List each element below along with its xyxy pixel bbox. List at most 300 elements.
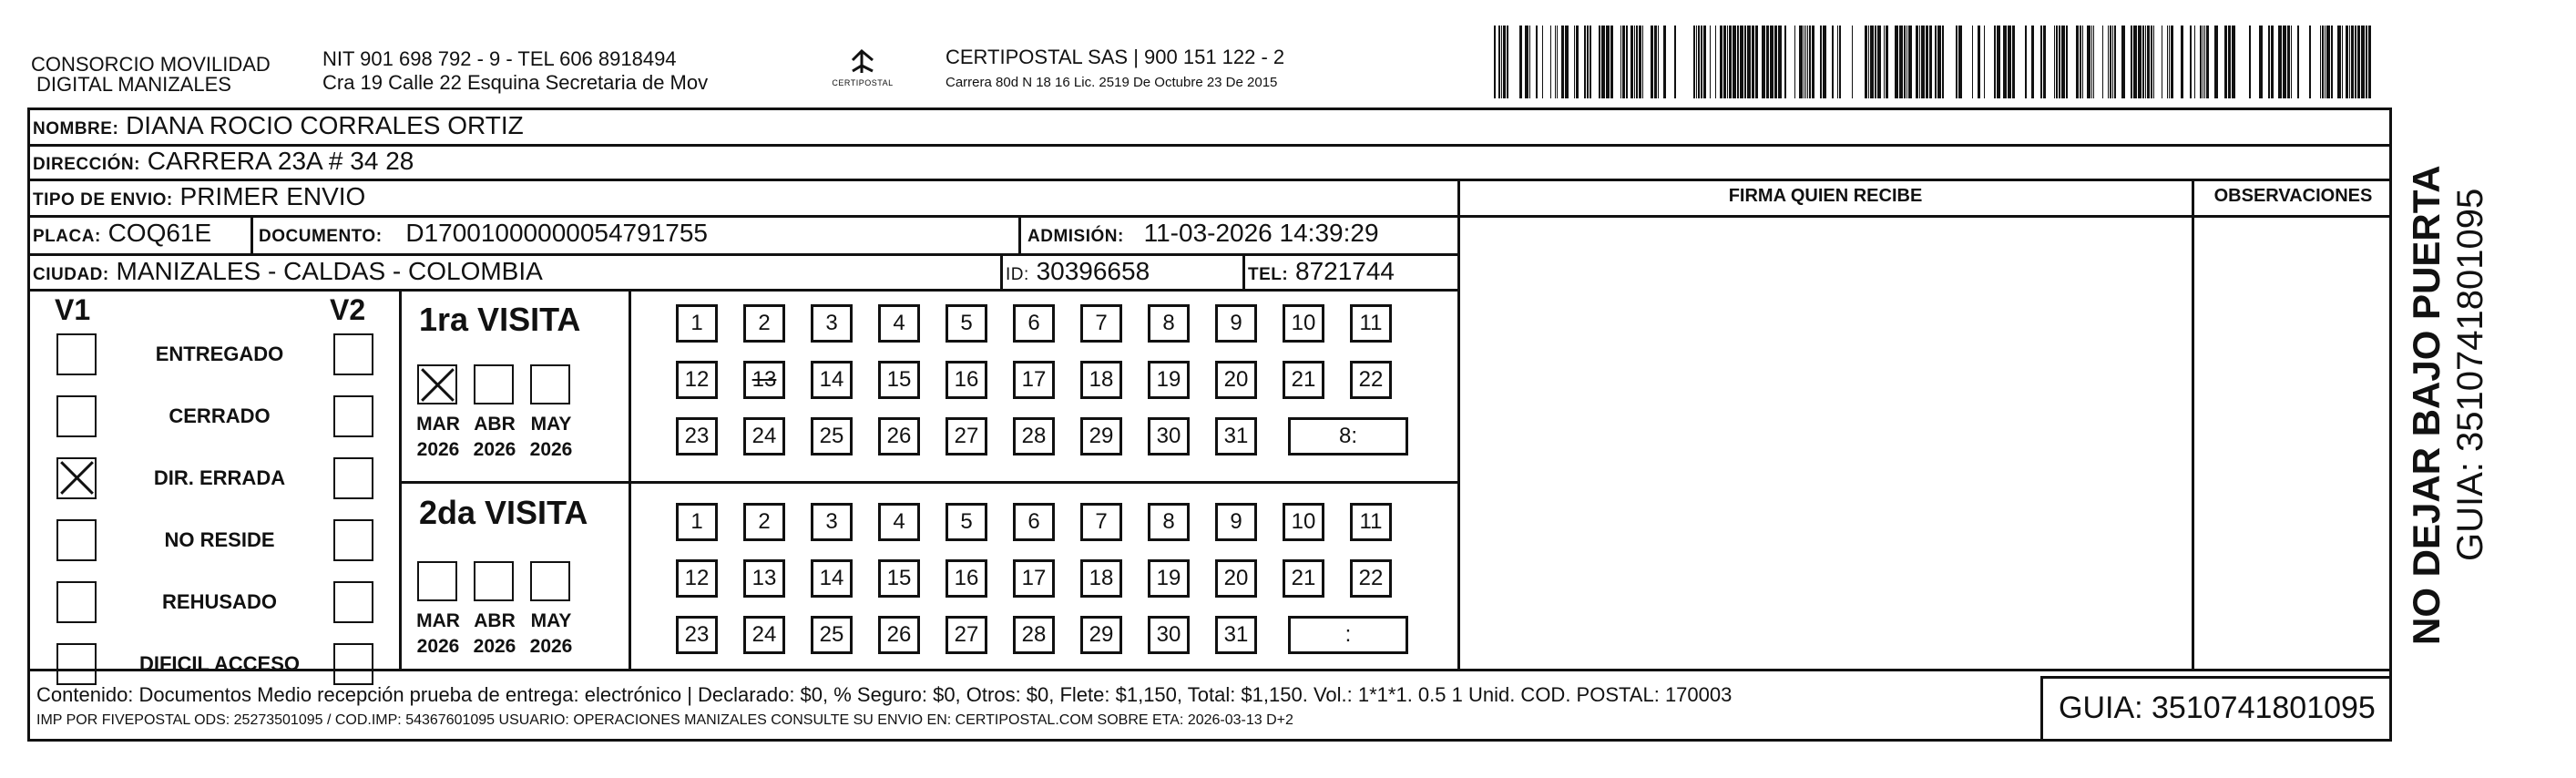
day-box[interactable]: 20 (1215, 559, 1257, 598)
barcode-bar (1536, 26, 1538, 98)
footer-line2: IMP POR FIVEPOSTAL ODS: 25273501095 / COD.IMP: 54367601095 USUARIO: OPERACIONES MANIZALES CONSULTE SU ENVIO EN: CERTIPOSTAL.COM SOBRE ETA: 2026-03-13 D+2 (36, 712, 1293, 728)
barcode-bar (1737, 26, 1739, 98)
certipostal-logo-icon (831, 38, 894, 102)
day-box[interactable]: 14 (811, 559, 853, 598)
barcode-bar (1658, 26, 1659, 98)
status-v1-checkbox[interactable] (56, 519, 97, 561)
day-box[interactable]: 3 (811, 503, 853, 541)
barcode-bar (2268, 26, 2270, 98)
barcode-bar (1565, 26, 1569, 98)
barcode-bar (2214, 26, 2218, 98)
barcode-bar (1740, 26, 1743, 98)
barcode-bar (1723, 26, 1726, 98)
day-box[interactable]: 7 (1080, 503, 1122, 541)
barcode-bar (1696, 26, 1697, 98)
time-box[interactable]: : (1288, 616, 1408, 654)
nombre-label: NOMBRE: (33, 119, 119, 138)
month-label: MAR (416, 414, 460, 435)
barcode-bar (1715, 26, 1716, 98)
day-box[interactable]: 3 (811, 304, 853, 343)
barcode-bar (2133, 26, 2137, 98)
barcode-bar (2326, 26, 2330, 98)
month-year-label (463, 412, 526, 463)
courier-address: Carrera 80d N 18 16 Lic. 2519 De Octubre 23 De 2015 (946, 75, 1278, 90)
barcode-bar (2076, 26, 2079, 98)
ciudad-cell (33, 257, 543, 290)
barcode-bar (1701, 26, 1702, 98)
barcode-bar (2008, 26, 2011, 98)
barcode-bar (2003, 26, 2007, 98)
barcode-bar (1720, 26, 1722, 98)
day-box[interactable]: 6 (1013, 503, 1055, 541)
day-box[interactable]: 10 (1283, 304, 1324, 343)
day-box[interactable]: 15 (878, 361, 920, 399)
day-box[interactable]: 16 (946, 361, 987, 399)
barcode-bar (1601, 26, 1605, 98)
placa-value: COQ61E (107, 219, 212, 247)
barcode-bar (1921, 26, 1925, 98)
year-label: 2026 (529, 636, 573, 657)
day-box[interactable]: 17 (1013, 361, 1055, 399)
day-box[interactable]: 21 (1283, 559, 1324, 598)
barcode-bar (1507, 26, 1508, 98)
year-label: 2026 (473, 636, 516, 657)
day-box[interactable]: 30 (1148, 417, 1190, 456)
day-box[interactable]: 27 (946, 616, 987, 654)
barcode-bar (2349, 26, 2350, 98)
admision-cell (1027, 219, 1379, 251)
day-box[interactable]: 6 (1013, 304, 1055, 343)
barcode-bar (1956, 26, 1958, 98)
barcode-bar (1755, 26, 1758, 98)
barcode-bar (1774, 26, 1777, 98)
day-box[interactable]: 8 (1148, 304, 1190, 343)
day-box[interactable]: 13 (743, 559, 785, 598)
barcode-bar (2325, 26, 2326, 98)
barcode-bar (1634, 26, 1635, 98)
month-label: MAR (416, 610, 460, 631)
barcode-bar (1916, 26, 1918, 98)
day-box[interactable]: 20 (1215, 361, 1257, 399)
barcode-bar (2147, 26, 2150, 98)
day-box[interactable]: 28 (1013, 616, 1055, 654)
tel-value: 8721744 (1295, 257, 1395, 285)
barcode-bar (1752, 26, 1754, 98)
month-label: MAY (530, 610, 572, 631)
barcode-bar (1729, 26, 1732, 98)
barcode-bar (2204, 26, 2205, 98)
day-box[interactable]: 18 (1080, 559, 1122, 598)
status-v2-checkbox[interactable] (333, 457, 373, 499)
barcode-bar (1529, 26, 1530, 98)
barcode-bar (1557, 26, 1558, 98)
barcode-bar (2056, 26, 2058, 98)
barcode-bar (2190, 26, 2192, 98)
courier-line: CERTIPOSTAL SAS | 900 151 122 - 2 (946, 46, 1285, 68)
barcode-bar (1498, 26, 1500, 98)
month-year-label (463, 609, 526, 660)
barcode-bar (1904, 26, 1906, 98)
barcode-bar (2169, 26, 2170, 98)
barcode-bar (2331, 26, 2333, 98)
barcode-bar (2142, 26, 2144, 98)
barcode-bar (1727, 26, 1728, 98)
status-v1-checkbox[interactable] (56, 395, 97, 437)
day-box[interactable]: 24 (743, 417, 785, 456)
year-label: 2026 (473, 439, 516, 460)
status-label: NO RESIDE (164, 528, 275, 551)
id-label: ID: (1006, 265, 1029, 284)
status-label: ENTREGADO (155, 343, 284, 365)
barcode-bar (1503, 26, 1506, 98)
barcode-bar (2287, 26, 2290, 98)
barcode-bar (1807, 26, 1808, 98)
day-box[interactable]: 2 (743, 503, 785, 541)
year-label: 2026 (416, 439, 460, 460)
barcode-bar (1937, 26, 1941, 98)
day-box[interactable]: 18 (1080, 361, 1122, 399)
barcode-bar (2361, 26, 2365, 98)
month-label: MAY (530, 414, 572, 435)
day-box[interactable]: 22 (1350, 559, 1392, 598)
barcode-bar (2108, 26, 2109, 98)
placa-cell (33, 219, 211, 251)
barcode-bar (1823, 26, 1826, 98)
barcode-bar (1766, 26, 1769, 98)
month-year-label (519, 412, 583, 463)
barcode-bar (1784, 26, 1786, 98)
barcode-bar (1542, 26, 1543, 98)
barcode-bar (2322, 26, 2324, 98)
day-box[interactable]: 17 (1013, 559, 1055, 598)
barcode-bar (2112, 26, 2113, 98)
barcode-bar (2121, 26, 2125, 98)
barcode-bar (1574, 26, 1575, 98)
day-box[interactable]: 9 (1215, 503, 1257, 541)
month-checkbox[interactable] (530, 561, 570, 601)
barcode-bar (1494, 26, 1496, 98)
status-label: DIFICIL ACCESO (138, 652, 300, 675)
barcode-bar (2278, 26, 2282, 98)
barcode-bar (2232, 26, 2235, 98)
barcode-bar (1942, 26, 1944, 98)
barcode-bar (1978, 26, 1980, 98)
barcode-bar (1832, 26, 1834, 98)
direccion-value: CARRERA 23A # 34 28 (147, 147, 414, 175)
day-box[interactable]: 4 (878, 304, 920, 343)
barcode-bar (1839, 26, 1841, 98)
barcode-bar (2087, 26, 2090, 98)
day-box[interactable]: 25 (811, 616, 853, 654)
barcode-bar (2138, 26, 2142, 98)
barcode-bar (1875, 26, 1876, 98)
admision-label: ADMISIÓN: (1027, 227, 1124, 246)
day-box[interactable]: 29 (1080, 616, 1122, 654)
barcode-bar (2145, 26, 2146, 98)
day-box[interactable]: 12 (676, 559, 718, 598)
day-box[interactable]: 13 (743, 361, 785, 399)
barcode-bar (1555, 26, 1556, 98)
barcode-bar (2283, 26, 2286, 98)
day-box[interactable]: 19 (1148, 559, 1190, 598)
day-box[interactable]: 2 (743, 304, 785, 343)
day-box[interactable]: 11 (1350, 304, 1392, 343)
barcode-bar (1852, 26, 1853, 98)
barcode-bar (1926, 26, 1928, 98)
barcode-bar (1693, 26, 1695, 98)
barcode (1494, 26, 2377, 98)
day-box[interactable]: 22 (1350, 361, 1392, 399)
barcode-bar (1805, 26, 1806, 98)
placa-label: PLACA: (33, 227, 101, 246)
nombre-row (33, 111, 524, 144)
barcode-bar (2114, 26, 2116, 98)
barcode-bar (1744, 26, 1746, 98)
day-box[interactable]: 23 (676, 417, 718, 456)
day-box[interactable]: 31 (1215, 616, 1257, 654)
barcode-bar (2025, 26, 2027, 98)
barcode-bar (2291, 26, 2292, 98)
barcode-bar (1710, 26, 1711, 98)
month-checkbox[interactable] (417, 364, 457, 404)
day-box[interactable]: 19 (1148, 361, 1190, 399)
barcode-bar (1636, 26, 1638, 98)
barcode-bar (1587, 26, 1589, 98)
barcode-bar (2043, 26, 2046, 98)
status-label: CERRADO (169, 404, 271, 427)
barcode-bar (2153, 26, 2154, 98)
barcode-bar (1865, 26, 1867, 98)
status-label: REHUSADO (162, 590, 277, 613)
barcode-bar (2151, 26, 2152, 98)
barcode-bar (2102, 26, 2103, 98)
logo-text: CERTIPOSTAL (832, 78, 894, 87)
month-label: ABR (474, 610, 516, 631)
barcode-bar (2249, 26, 2251, 98)
nombre-value: DIANA ROCIO CORRALES ORTIZ (126, 111, 524, 139)
documento-label: DOCUMENTO: (259, 227, 383, 246)
status-v2-checkbox[interactable] (333, 643, 373, 685)
barcode-bar (1958, 26, 1962, 98)
day-box[interactable]: 1 (676, 503, 718, 541)
barcode-bar (2040, 26, 2042, 98)
day-box[interactable]: 8 (1148, 503, 1190, 541)
tel-label: TEL: (1248, 265, 1289, 284)
day-box[interactable]: 10 (1283, 503, 1324, 541)
status-v2-checkbox[interactable] (333, 519, 373, 561)
barcode-bar (1935, 26, 1937, 98)
barcode-bar (2054, 26, 2055, 98)
firma-header: FIRMA QUIEN RECIBE (1728, 186, 1923, 206)
barcode-bar (1642, 26, 1643, 98)
barcode-bar (2357, 26, 2360, 98)
barcode-bar (1584, 26, 1586, 98)
direccion-label: DIRECCIÓN: (33, 155, 140, 174)
day-box[interactable]: 29 (1080, 417, 1122, 456)
barcode-bar (2059, 26, 2060, 98)
barcode-bar (2066, 26, 2068, 98)
tipo-envio-row (33, 182, 365, 215)
day-box[interactable]: 11 (1350, 503, 1392, 541)
barcode-bar (2171, 26, 2173, 98)
company-name-line1: CONSORCIO MOVILIDAD (31, 53, 271, 76)
tipo-envio-label: TIPO DE ENVIO: (33, 190, 173, 210)
barcode-bar (1576, 26, 1579, 98)
barcode-bar (1870, 26, 1874, 98)
barcode-bar (1820, 26, 1822, 98)
day-box[interactable]: 31 (1215, 417, 1257, 456)
day-box[interactable]: 25 (811, 417, 853, 456)
barcode-bar (1654, 26, 1657, 98)
v1-header: V1 (55, 293, 91, 326)
month-year-label (406, 609, 470, 660)
barcode-bar (1606, 26, 1610, 98)
day-box[interactable]: 4 (878, 503, 920, 541)
barcode-bar (1906, 26, 1907, 98)
tel-cell (1248, 257, 1395, 290)
barcode-bar (2346, 26, 2348, 98)
barcode-bar (2091, 26, 2092, 98)
barcode-bar (2200, 26, 2202, 98)
barcode-bar (1837, 26, 1838, 98)
barcode-bar (2167, 26, 2168, 98)
status-v1-checkbox[interactable] (56, 581, 97, 623)
status-v1-checkbox[interactable] (56, 457, 97, 499)
status-v1-checkbox[interactable] (56, 333, 97, 375)
barcode-bar (1886, 26, 1888, 98)
company-address: Cra 19 Calle 22 Esquina Secretaria de Mov (322, 71, 709, 94)
barcode-bar (1895, 26, 1898, 98)
certipostal-logo (831, 38, 894, 102)
side-warning: NO DEJAR BAJO PUERTA (2405, 165, 2448, 645)
month-checkbox[interactable] (474, 561, 514, 601)
barcode-bar (1899, 26, 1903, 98)
barcode-bar (1733, 26, 1736, 98)
barcode-bar (1610, 26, 1613, 98)
status-v1-checkbox[interactable] (56, 643, 97, 685)
month-checkbox[interactable] (530, 364, 570, 404)
nit-line: NIT 901 698 792 - 9 - TEL 606 8918494 (322, 47, 677, 70)
barcode-bar (1794, 26, 1795, 98)
barcode-bar (1997, 26, 2000, 98)
day-box[interactable]: 16 (946, 559, 987, 598)
barcode-bar (1630, 26, 1633, 98)
barcode-bar (1747, 26, 1751, 98)
barcode-bar (1884, 26, 1885, 98)
barcode-bar (1799, 26, 1803, 98)
status-v2-checkbox[interactable] (333, 581, 373, 623)
barcode-bar (1994, 26, 1996, 98)
day-box[interactable]: 1 (676, 304, 718, 343)
day-box[interactable]: 26 (878, 616, 920, 654)
visit2-title: 2da VISITA (419, 494, 588, 531)
day-box[interactable]: 23 (676, 616, 718, 654)
month-checkbox[interactable] (417, 561, 457, 601)
day-box[interactable]: 5 (946, 304, 987, 343)
barcode-bar (2297, 26, 2299, 98)
year-label: 2026 (529, 439, 573, 460)
day-box[interactable]: 24 (743, 616, 785, 654)
day-box[interactable]: 27 (946, 417, 987, 456)
barcode-bar (1972, 26, 1973, 98)
day-box[interactable]: 28 (1013, 417, 1055, 456)
time-box[interactable]: 8: (1288, 417, 1408, 456)
barcode-bar (1984, 26, 1985, 98)
barcode-bar (1639, 26, 1641, 98)
barcode-bar (2082, 26, 2083, 98)
day-box[interactable]: 9 (1215, 304, 1257, 343)
barcode-bar (2320, 26, 2321, 98)
barcode-bar (1651, 26, 1653, 98)
barcode-bar (2194, 26, 2195, 98)
status-v2-checkbox[interactable] (333, 395, 373, 437)
visit1-title: 1ra VISITA (419, 301, 581, 338)
ciudad-label: CIUDAD: (33, 265, 109, 284)
barcode-bar (1812, 26, 1814, 98)
day-box[interactable]: 21 (1283, 361, 1324, 399)
barcode-bar (1599, 26, 1600, 98)
barcode-bar (2110, 26, 2111, 98)
barcode-bar (1868, 26, 1869, 98)
day-box[interactable]: 15 (878, 559, 920, 598)
tipo-envio-value: PRIMER ENVIO (179, 182, 366, 210)
barcode-bar (1550, 26, 1551, 98)
barcode-bar (2181, 26, 2183, 98)
side-guia: GUIA: 3510741801095 (2450, 188, 2490, 561)
barcode-bar (2080, 26, 2081, 98)
barcode-bar (1561, 26, 1564, 98)
month-checkbox[interactable] (474, 364, 514, 404)
status-label: DIR. ERRADA (153, 466, 286, 489)
barcode-bar (2351, 26, 2354, 98)
admision-value: 11-03-2026 14:39:29 (1143, 219, 1379, 247)
barcode-bar (1908, 26, 1912, 98)
barcode-bar (2309, 26, 2311, 98)
documento-cell (259, 219, 708, 251)
direccion-row (33, 147, 414, 179)
barcode-bar (2012, 26, 2015, 98)
observaciones-header: OBSERVACIONES (2213, 186, 2373, 206)
barcode-bar (2131, 26, 2132, 98)
day-box[interactable]: 7 (1080, 304, 1122, 343)
footer-line1: Contenido: Documentos Medio recepción prueba de entrega: electrónico | Declarado: $0, % Seguro: $0, Otros: $0, Flete: $1,150, Total: $1,150. Vol.: 1*1*1. 0.5 1 Unid. COD. POSTAL: 170003 (36, 683, 1733, 706)
barcode-bar (1703, 26, 1706, 98)
barcode-bar (1622, 26, 1625, 98)
barcode-bar (1877, 26, 1881, 98)
barcode-bar (2228, 26, 2231, 98)
barcode-bar (2031, 26, 2034, 98)
month-label: ABR (474, 414, 516, 435)
barcode-bar (1674, 26, 1676, 98)
barcode-bar (1762, 26, 1765, 98)
day-box[interactable]: 26 (878, 417, 920, 456)
barcode-bar (2368, 26, 2371, 98)
documento-value: D17001000000054791755 (405, 219, 708, 247)
barcode-bar (2259, 26, 2263, 98)
barcode-bar (2093, 26, 2094, 98)
day-box[interactable]: 12 (676, 361, 718, 399)
barcode-bar (2224, 26, 2227, 98)
guia-box-text: GUIA: 3510741801095 (2059, 691, 2376, 725)
barcode-bar (2355, 26, 2356, 98)
barcode-bar (2061, 26, 2065, 98)
barcode-bar (1663, 26, 1666, 98)
status-v2-checkbox[interactable] (333, 333, 373, 375)
ciudad-value: MANIZALES - CALDAS - COLOMBIA (116, 257, 543, 285)
day-box[interactable]: 14 (811, 361, 853, 399)
day-box[interactable]: 30 (1148, 616, 1190, 654)
day-box[interactable]: 5 (946, 503, 987, 541)
